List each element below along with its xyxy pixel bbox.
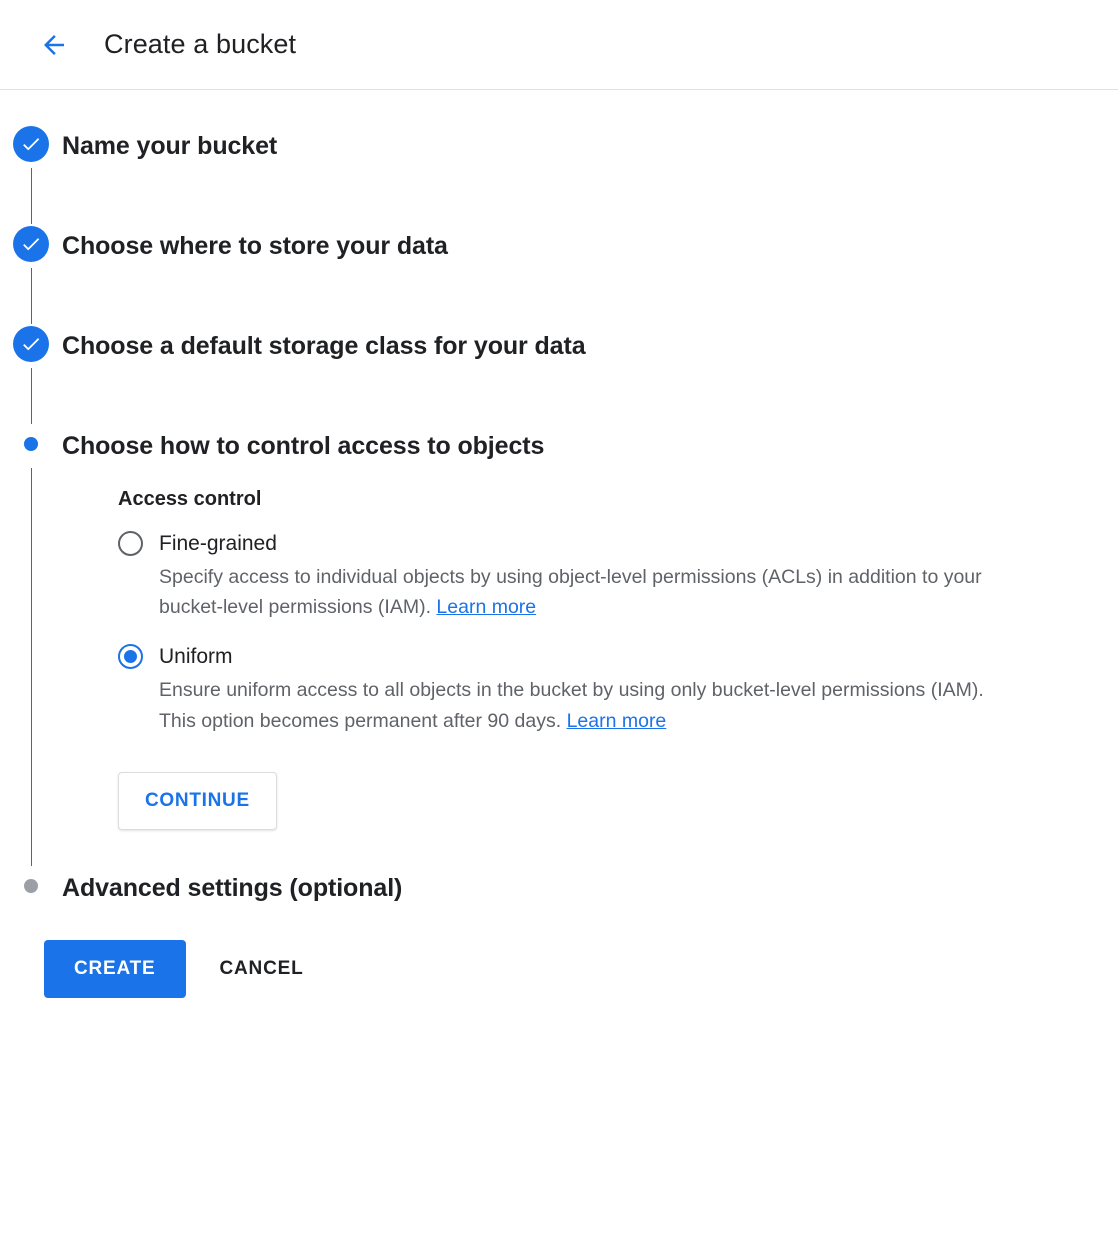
radio-description-uniform <box>159 675 1011 735</box>
radio-label-fine-grained: Fine-grained <box>159 531 277 555</box>
radio-label-uniform: Uniform <box>159 644 233 668</box>
step-label: Advanced settings (optional) <box>62 873 403 902</box>
radio-description-text: Specify access to individual objects by using object-level permissions (ACLs) in addition to your bucket-level permissions (IAM). <box>159 566 982 619</box>
step-title-row <box>62 424 544 468</box>
step-label: Name your bucket <box>62 132 278 160</box>
back-arrow-icon[interactable] <box>32 23 76 67</box>
step-marker <box>0 124 62 162</box>
radio-item-uniform[interactable] <box>118 644 1118 735</box>
active-dot-icon <box>24 437 38 451</box>
radio-description-text: Ensure uniform access to all objects in the bucket by using only bucket-level permissions (IAM). This option becomes permanent after 90 days. <box>159 679 984 732</box>
radio-item-fine-grained[interactable] <box>118 531 1118 622</box>
step-advanced-settings[interactable] <box>0 866 1118 910</box>
page-header <box>0 0 1118 90</box>
step-storage-class[interactable] <box>0 324 1118 368</box>
step-title-row <box>62 866 402 910</box>
cancel-button[interactable]: CANCEL <box>194 940 330 998</box>
pending-dot-icon <box>24 879 38 893</box>
step-name-your-bucket[interactable] <box>0 124 1118 168</box>
check-circle-icon <box>13 126 49 162</box>
step-access-control[interactable] <box>0 424 1118 468</box>
continue-button[interactable]: CONTINUE <box>118 772 277 830</box>
step-marker <box>0 866 62 893</box>
access-control-radio-group <box>118 531 1118 736</box>
check-circle-icon <box>13 326 49 362</box>
step-choose-location[interactable] <box>0 224 1118 268</box>
step-connector <box>0 468 62 866</box>
step-title-row <box>62 224 448 268</box>
step-connector <box>0 368 1118 424</box>
access-control-panel <box>0 468 1118 866</box>
check-circle-icon <box>13 226 49 262</box>
radio-button-fine-grained[interactable] <box>118 531 143 556</box>
radio-description-fine-grained <box>159 562 1011 622</box>
learn-more-link-fine-grained[interactable]: Learn more <box>436 596 537 619</box>
page-title: Create a bucket <box>104 29 297 59</box>
step-label: Choose where to store your data <box>62 232 448 260</box>
access-control-group-label: Access control <box>118 488 262 510</box>
radio-button-uniform[interactable] <box>118 644 143 669</box>
step-label: Choose how to control access to objects <box>62 432 545 460</box>
step-title-row <box>62 124 277 168</box>
form-actions <box>0 910 1118 998</box>
step-label: Choose a default storage class for your data <box>62 332 586 360</box>
create-button[interactable]: CREATE <box>44 940 186 998</box>
create-bucket-stepper <box>0 90 1118 910</box>
step-connector <box>0 168 1118 224</box>
radio-selected-dot <box>124 650 137 663</box>
step-marker <box>0 424 62 451</box>
learn-more-link-uniform[interactable]: Learn more <box>566 709 667 732</box>
step-marker <box>0 324 62 362</box>
step-title-row <box>62 324 586 368</box>
step-connector <box>0 268 1118 324</box>
continue-button-wrap <box>118 772 1118 830</box>
step-marker <box>0 224 62 262</box>
